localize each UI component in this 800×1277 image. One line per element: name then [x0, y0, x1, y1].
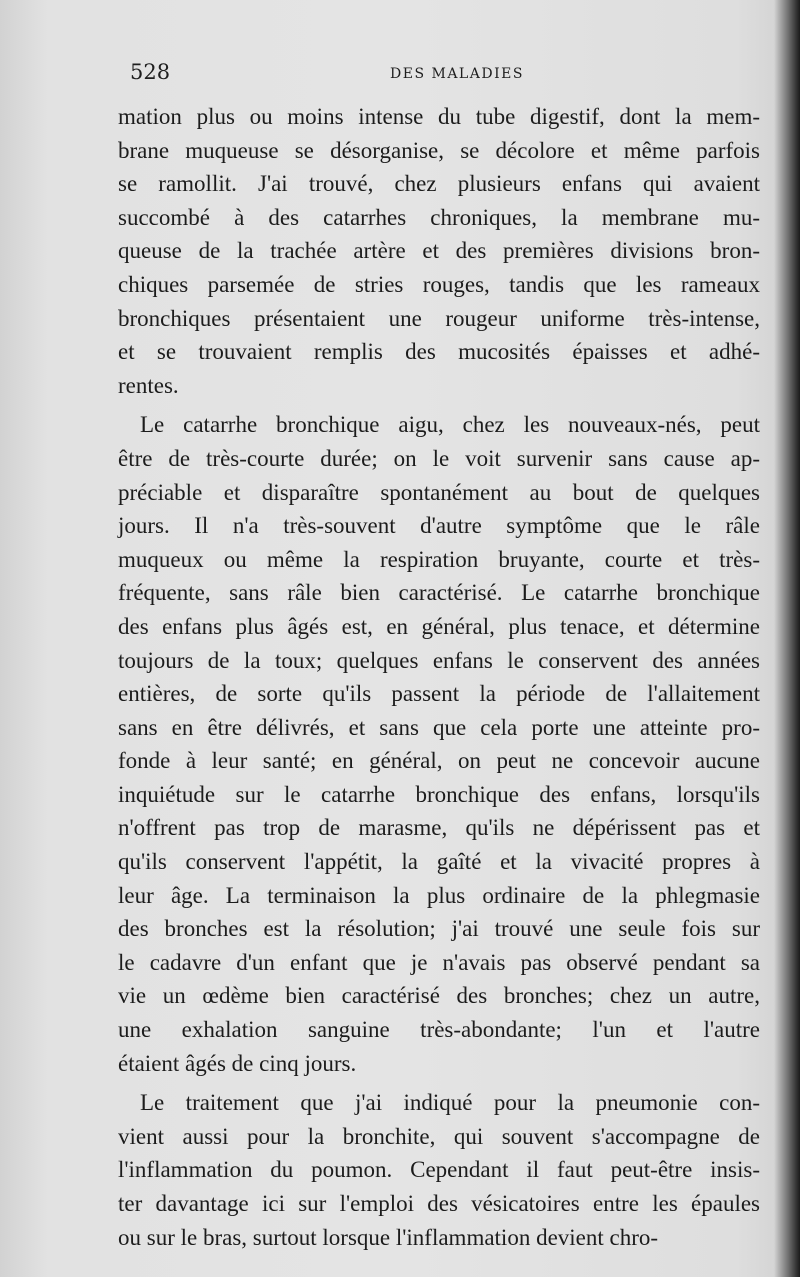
text-line: l'inflammation du poumon. Cependant il faut peut-être insis- [118, 1157, 760, 1183]
body-text [118, 100, 760, 1254]
text-line: leur âge. La terminaison la plus ordinaire de la phlegmasie [118, 882, 760, 908]
text-line: préciable et disparaître spontanément au bout de quelques [118, 479, 760, 505]
text-line: ter davantage ici sur l'emploi des vésicatoires entre les épaules [118, 1191, 760, 1216]
book-spine-shadow [774, 0, 800, 1277]
text-line: fréquente, sans râle bien caractérisé. Le catarrhe bronchique [118, 580, 760, 606]
text-line: n'offrent pas trop de marasme, qu'ils ne dépérissent pas et [118, 815, 760, 841]
text-line: inquiétude sur le catarrhe bronchique des enfans, lorsqu'ils [118, 781, 760, 807]
text-line: le cadavre d'un enfant que je n'avais pas observé pendant sa [118, 949, 760, 975]
paragraph [118, 408, 760, 1080]
text-line: queuse de la trachée artère et des premières divisions bron- [118, 238, 760, 264]
text-line: vie un œdème bien caractérisé des bronches; chez un autre, [118, 983, 760, 1009]
text-line: muqueux ou même la respiration bruyante, courte et très- [118, 546, 760, 572]
text-line: se ramollit. J'ai trouvé, chez plusieurs enfans qui avaient [118, 171, 760, 197]
text-line: mation plus ou moins intense du tube digestif, dont la mem- [118, 104, 760, 129]
text-line: rentes. [118, 372, 179, 398]
page-number: 528 [130, 60, 171, 84]
text-line: Le catarrhe bronchique aigu, chez les nouveaux-nés, peut [140, 412, 760, 438]
paragraph [118, 1086, 760, 1254]
text-line: des enfans plus âgés est, en général, plus tenace, et détermine [118, 613, 760, 639]
text-line: vient aussi pour la bronchite, qui souvent s'accompagne de [118, 1123, 760, 1149]
page-header [130, 58, 770, 94]
text-line: une exhalation sanguine très-abondante; l'un et l'autre [118, 1017, 760, 1043]
text-line: sans en être délivrés, et sans que cela porte une atteinte pro- [118, 714, 760, 740]
text-line: jours. Il n'a très-souvent d'autre symptôme que le râle [118, 513, 760, 539]
text-line: succombé à des catarrhes chroniques, la membrane mu- [118, 204, 760, 230]
text-line: bronchiques présentaient une rougeur uniforme très-intense, [118, 305, 760, 331]
text-line: être de très-courte durée; on le voit survenir sans cause ap- [118, 445, 760, 471]
text-line: entières, de sorte qu'ils passent la période de l'allaitement [118, 681, 760, 707]
running-head: DES MALADIES [390, 66, 524, 82]
text-line: toujours de la toux; quelques enfans le conservent des années [118, 647, 760, 673]
text-line: brane muqueuse se désorganise, se décolore et même parfois [118, 137, 760, 163]
text-line: et se trouvaient remplis des mucosités épaisses et adhé- [118, 339, 760, 365]
text-line: chiques parsemée de stries rouges, tandis que les rameaux [118, 271, 760, 297]
text-line: étaient âgés de cinq jours. [118, 1050, 357, 1076]
text-line: qu'ils conservent l'appétit, la gaîté et la vivacité propres à [118, 849, 760, 875]
text-line: ou sur le bras, surtout lorsque l'inflammation devient chro- [118, 1224, 659, 1250]
paragraph [118, 100, 760, 402]
text-line: Le traitement que j'ai indiqué pour la pneumonie con- [140, 1090, 760, 1116]
text-line: fonde à leur santé; en général, on peut ne concevoir aucune [118, 748, 760, 774]
text-line: des bronches est la résolution; j'ai trouvé une seule fois sur [118, 916, 760, 942]
